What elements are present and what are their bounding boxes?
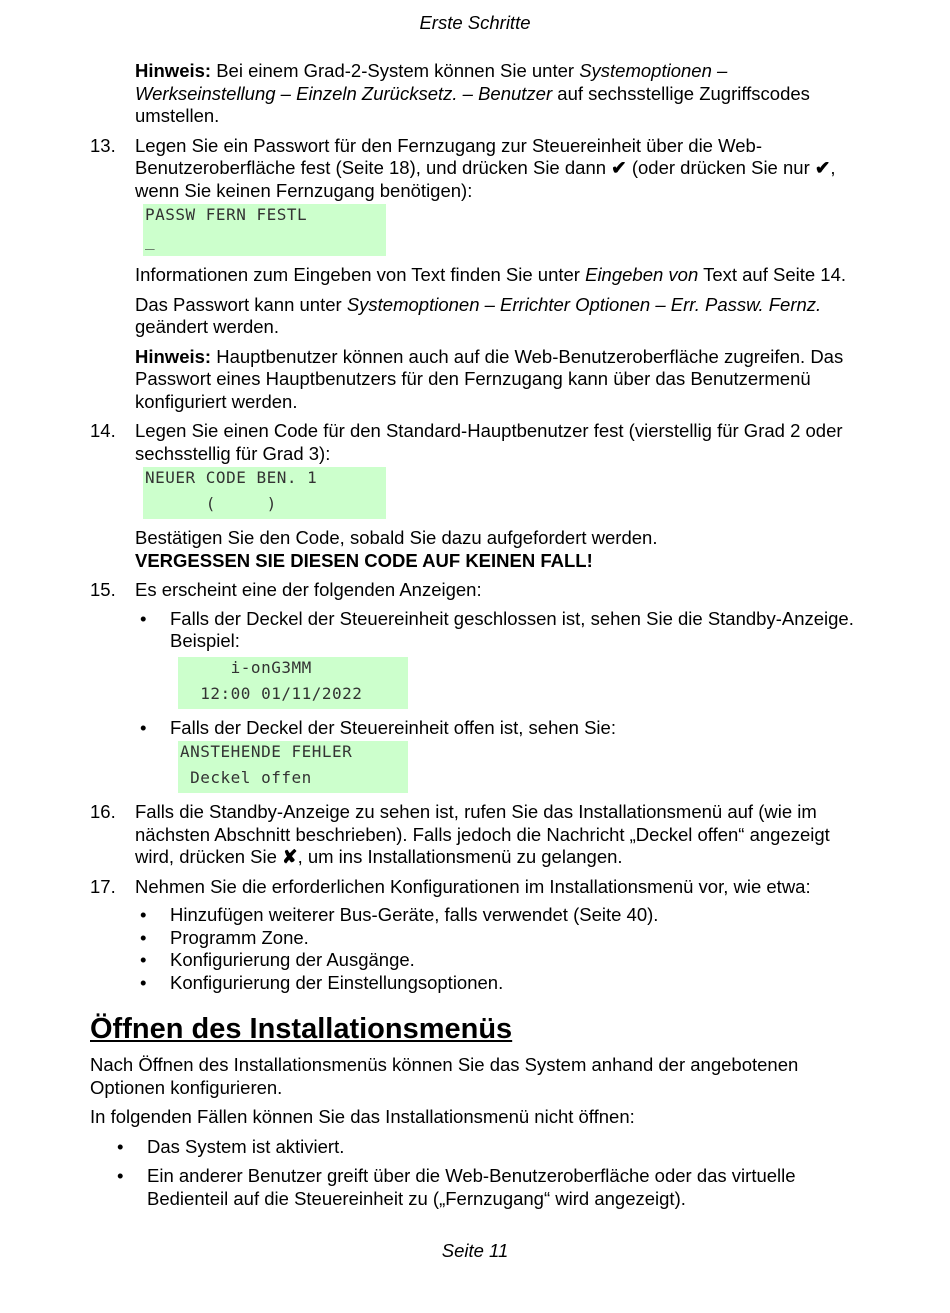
check-icon: ✔ [611, 157, 627, 178]
lcd-display-user-code [143, 467, 386, 519]
display-options-list [135, 717, 870, 740]
list-item: • Das System ist aktiviert. [117, 1135, 345, 1157]
restriction-list [112, 1136, 870, 1211]
lcd-display-tamper [178, 741, 408, 793]
note-menu-path: Systemoptionen – Werkseinstellung – Einzeln Zurücksetz. – Benutzer [135, 60, 728, 104]
page-content [90, 60, 870, 1214]
lcd-line-1: i-onG3MM [180, 657, 312, 677]
confirm-code-text: Bestätigen Sie den Code, sobald Sie dazu aufgefordert werden. [135, 527, 658, 548]
page-header: Erste Schritte [419, 12, 531, 33]
step-number: 15. [90, 579, 116, 600]
lcd-line-2: 12:00 01/11/2022 [180, 683, 363, 703]
text-entry-info: Informationen zum Eingeben von Text finden Sie unter Eingeben von Text auf Seite 14. [135, 264, 847, 285]
lcd-line-1: NEUER CODE BEN. 1 [145, 468, 318, 487]
lcd-display-password [143, 204, 386, 256]
note-text-end: auf sechsstellige Zugriffscodes umstellen. [135, 82, 810, 126]
step-15 [90, 579, 870, 793]
warning-text: VERGESSEN SIE DIESEN CODE AUF KEINEN FALL! [135, 549, 593, 571]
step-14 [90, 420, 870, 572]
list-item: • Falls der Deckel der Steuereinheit offen ist, sehen Sie: [140, 716, 616, 738]
page-footer: Seite 11 [441, 1240, 509, 1261]
step-17 [90, 876, 870, 995]
lcd-line-2: ( ) [145, 494, 277, 513]
list-item: • Programm Zone. [140, 926, 309, 948]
step-number: 14. [90, 420, 116, 441]
list-item: • Falls der Deckel der Steuereinheit geschlossen ist, sehen Sie die Standby-Anzeige. Beispiel: [140, 607, 854, 651]
note-label: Hinweis: [135, 60, 212, 81]
step-17-text: Nehmen Sie die erforderlichen Konfigurationen im Installationsmenü vor, wie etwa: [135, 875, 811, 897]
config-list [135, 904, 870, 994]
step-16 [90, 801, 870, 869]
list-item: • Konfigurierung der Ausgänge. [140, 949, 415, 970]
cross-icon: ✘ [282, 846, 298, 867]
list-item: • Hinzufügen weiterer Bus-Geräte, falls verwendet (Seite 40). [140, 904, 659, 925]
step-14-text: Legen Sie einen Code für den Standard-Hauptbenutzer fest (vierstellig für Grad 2 oder sechsstellig für Grad 3): [135, 420, 843, 464]
note-grade2 [135, 60, 870, 128]
step-13-text: Legen Sie ein Passwort für den Fernzugang zur Steuereinheit über die Web-Benutzeroberfläche fest (Seite 18), und drücken Sie dann ✔ (oder drücken Sie nur ✔, wenn Sie keinen Fernzugang benötigen): [135, 134, 836, 201]
password-change-info: Das Passwort kann unter Systemoptionen – Errichter Optionen – Err. Passw. Fernz. geändert werden. [135, 293, 822, 337]
lcd-line-1: PASSW FERN FESTL [145, 205, 308, 224]
lcd-line-2: _ [145, 231, 156, 250]
step-number: 17. [90, 875, 116, 897]
step-16-text: Falls die Standby-Anzeige zu sehen ist, rufen Sie das Installationsmenü auf (wie im nächsten Abschnitt beschrieben). Falls jedoch die Nachricht „Deckel offen“ angezeigt wird, drücken Sie ✘, um ins Installationsmenü zu gelangen. [135, 801, 830, 867]
step-15-text: Es erscheint eine der folgenden Anzeigen: [135, 579, 482, 600]
section-paragraph: Nach Öffnen des Installationsmenüs können Sie das System anhand der angebotenen Optionen konfigurieren. [90, 1054, 799, 1098]
step-13 [90, 135, 870, 414]
section-heading: Öffnen des Installationsmenüs [90, 1013, 513, 1045]
section-paragraph: In folgenden Fällen können Sie das Installationsmenü nicht öffnen: [90, 1106, 635, 1127]
lcd-line-1: ANSTEHENDE FEHLER [180, 742, 353, 761]
lcd-line-2: Deckel offen [180, 768, 312, 787]
list-item: • Ein anderer Benutzer greift über die Web-Benutzeroberfläche oder das virtuelle Bedienteil auf die Steuereinheit zu („Fernzugang“ wird angezeigt). [117, 1165, 796, 1209]
display-options-list [135, 608, 870, 653]
step-number: 13. [90, 134, 116, 156]
note-master-user: Hinweis: Hauptbenutzer können auch auf die Web-Benutzeroberfläche zugreifen. Das Passwort eines Hauptbenutzers für den Fernzugang kann über das Benutzermenü konfiguriert werden. [135, 345, 844, 412]
step-number: 16. [90, 801, 116, 822]
lcd-display-standby [178, 657, 408, 709]
check-icon: ✔ [814, 157, 831, 178]
list-item: • Konfigurierung der Einstellungsoptionen. [140, 971, 504, 993]
note-text: Bei einem Grad-2-System können Sie unter [211, 60, 580, 81]
